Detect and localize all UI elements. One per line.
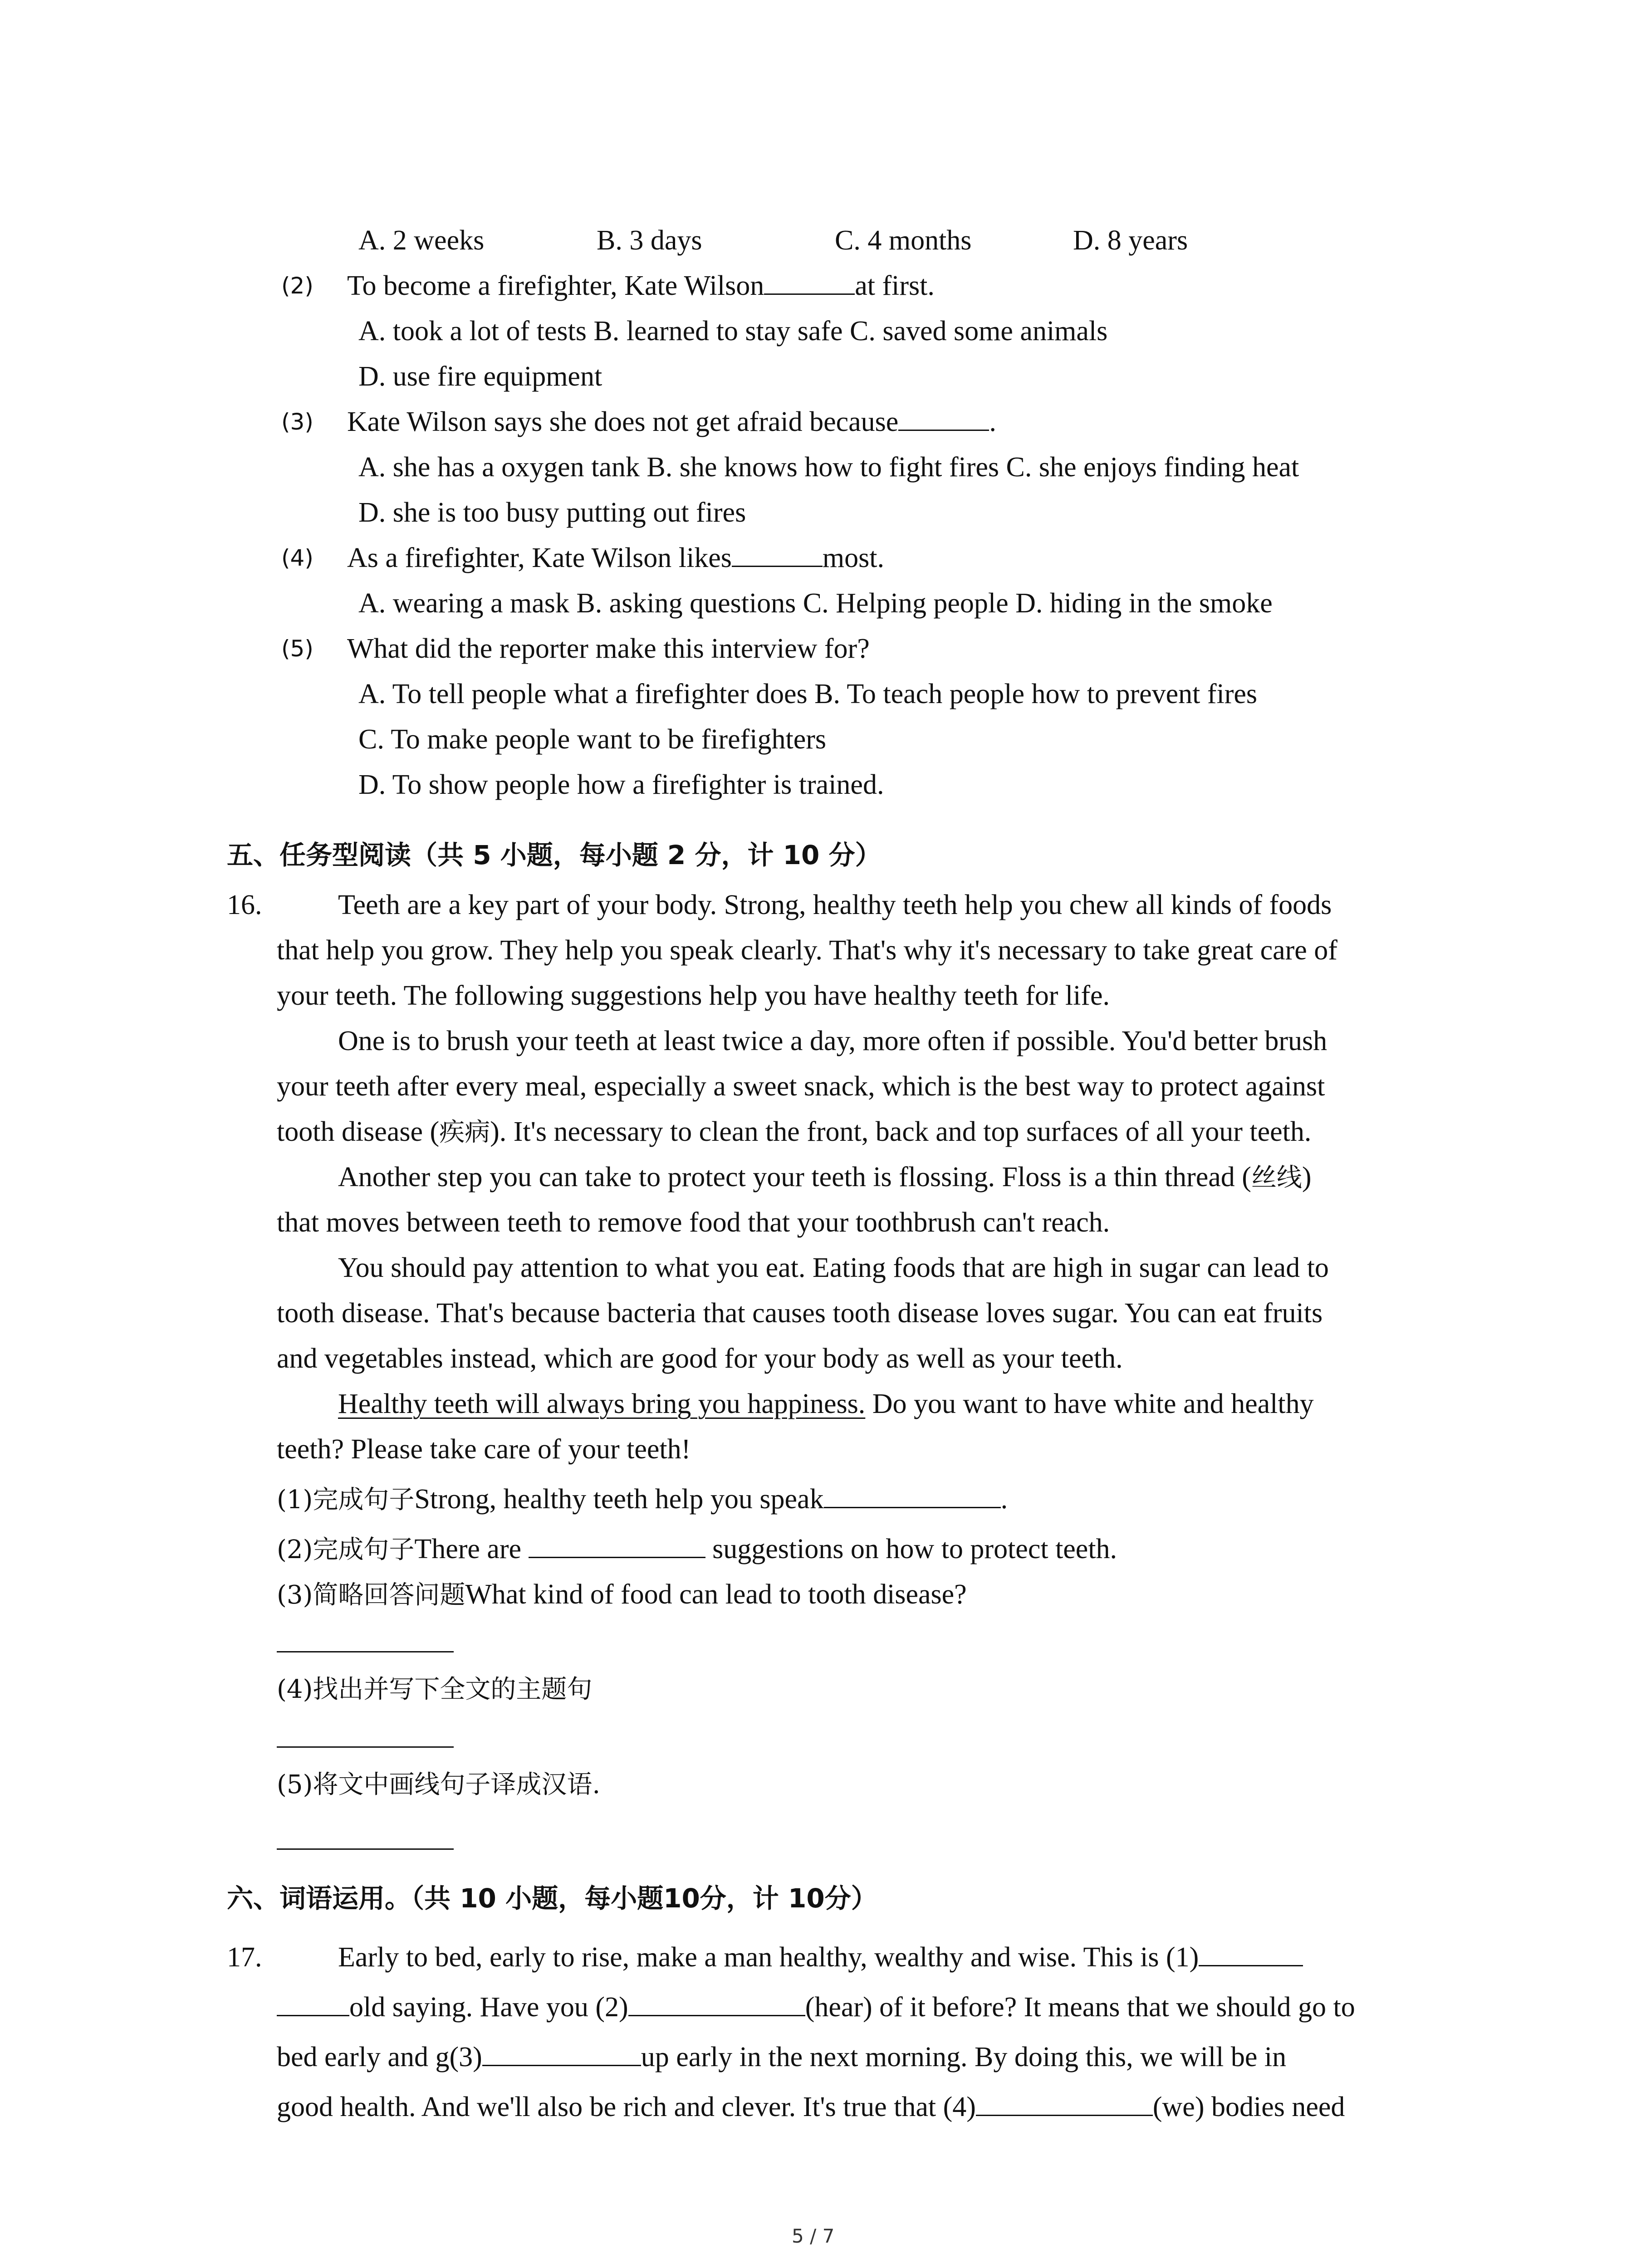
q15-5-stem: What did the reporter make this interview for?: [347, 633, 870, 664]
answer-blank-3[interactable]: [482, 2038, 641, 2066]
q17-line3: bed early and g(3) up early in the next morning. By doing this, we will be in: [277, 2037, 1286, 2077]
underlined-sentence: Healthy teeth will always bring you happiness.: [338, 1388, 866, 1419]
q16-subq-2: (2)完成句子There are suggestions on how to protect teeth.: [277, 1529, 1117, 1570]
q16-number: 16.: [227, 890, 262, 920]
q15-5-option-c: C. To make people want to be firefighters: [358, 724, 826, 755]
q16-subq-1: (1)完成句子Strong, healthy teeth help you speak .: [277, 1479, 1008, 1520]
q16-p1-line1: Teeth are a key part of your body. Strong, healthy teeth help you chew all kinds of foods: [338, 890, 1332, 920]
answer-blank[interactable]: [732, 538, 823, 567]
q16-subq-3: (3)简略回答问题What kind of food can lead to tooth disease?: [277, 1579, 967, 1610]
q15-4-number: (4): [281, 545, 314, 571]
q15-2-options: A. took a lot of tests B. learned to stay safe C. saved some animals: [358, 316, 1108, 347]
section-5-heading: 五、任务型阅读（共 5 小题，每小题 2 分，计 10 分）: [227, 840, 882, 870]
q16-p1-line2: that help you grow. They help you speak clearly. That's why it's necessary to take great care of: [277, 935, 1337, 966]
q17-number: 17.: [227, 1942, 262, 1973]
q16-p2-line2: your teeth after every meal, especially a sweet snack, which is the best way to protect against: [277, 1071, 1325, 1102]
answer-line-5[interactable]: [277, 1848, 454, 1850]
q16-p2-line1: One is to brush your teeth at least twice a day, more often if possible. You'd better brush: [338, 1026, 1327, 1056]
q17-line2: old saying. Have you (2) (hear) of it before? It means that we should go to: [277, 1987, 1355, 2028]
answer-line-4[interactable]: [277, 1746, 454, 1748]
q16-p1-line3: your teeth. The following suggestions help you have healthy teeth for life.: [277, 980, 1110, 1011]
q16-p3-line1: Another step you can take to protect your teeth is flossing. Floss is a thin thread (丝线): [338, 1162, 1312, 1193]
q15-2-stem: To become a firefighter, Kate Wilson at first.: [347, 265, 935, 306]
q15-5-options-ab: A. To tell people what a firefighter does B. To teach people how to prevent fires: [358, 679, 1258, 709]
q15-3-number: (3): [281, 409, 314, 435]
q15-3-options: A. she has a oxygen tank B. she knows how to fight fires C. she enjoys finding heat: [358, 452, 1299, 483]
answer-blank-1-cont[interactable]: [277, 1988, 349, 2016]
q17-line4: good health. And we'll also be rich and clever. It's true that (4) (we) bodies need: [277, 2087, 1345, 2127]
q15-3-stem: Kate Wilson says she does not get afraid because .: [347, 401, 996, 442]
answer-line-3[interactable]: [277, 1651, 454, 1652]
q15-4-stem: As a firefighter, Kate Wilson likes most.: [347, 538, 884, 578]
answer-blank[interactable]: [529, 1530, 705, 1558]
q16-p4-line1: You should pay attention to what you eat. Eating foods that are high in sugar can lead to: [338, 1252, 1329, 1283]
section-6-heading: 六、词语运用。（共 10 小题，每小题10分，计 10分）: [227, 1883, 877, 1914]
q15-3-option-d: D. she is too busy putting out fires: [358, 497, 746, 528]
q15-1-option-a: A. 2 weeks: [358, 225, 485, 256]
page-number: 5 / 7: [792, 2225, 835, 2247]
q15-1-option-b: B. 3 days: [597, 225, 702, 256]
answer-blank[interactable]: [898, 402, 989, 431]
answer-blank-2[interactable]: [628, 1988, 805, 2016]
answer-blank-1[interactable]: [1199, 1938, 1303, 1966]
answer-blank[interactable]: [764, 266, 855, 295]
q16-p4-line3: and vegetables instead, which are good for your body as well as your teeth.: [277, 1343, 1123, 1374]
q15-5-number: (5): [281, 635, 314, 662]
answer-blank-4[interactable]: [976, 2087, 1153, 2116]
q15-1-option-d: D. 8 years: [1073, 225, 1188, 256]
q17-line1: Early to bed, early to rise, make a man healthy, wealthy and wise. This is (1): [338, 1937, 1303, 1978]
q16-subq-4: (4)找出并写下全文的主题句: [277, 1675, 593, 1704]
q15-1-option-c: C. 4 months: [835, 225, 972, 256]
answer-blank[interactable]: [824, 1480, 1001, 1508]
q15-4-options: A. wearing a mask B. asking questions C. Helping people D. hiding in the smoke: [358, 588, 1273, 619]
q15-5-option-d: D. To show people how a firefighter is trained.: [358, 769, 884, 800]
q16-p4-line2: tooth disease. That's because bacteria that causes tooth disease loves sugar. You can eat fruits: [277, 1298, 1323, 1329]
q16-p5-line1: Healthy teeth will always bring you happiness. Do you want to have white and healthy: [338, 1388, 1314, 1419]
q15-2-number: (2): [281, 273, 314, 299]
q15-2-option-d: D. use fire equipment: [358, 361, 603, 392]
q16-p5-line2: teeth? Please take care of your teeth!: [277, 1434, 691, 1465]
q16-p2-line3: tooth disease (疾病). It's necessary to clean the front, back and top surfaces of all your teeth.: [277, 1116, 1312, 1147]
q16-subq-5: (5)将文中画线句子译成汉语.: [277, 1770, 601, 1799]
q16-p3-line2: that moves between teeth to remove food that your toothbrush can't reach.: [277, 1207, 1110, 1238]
